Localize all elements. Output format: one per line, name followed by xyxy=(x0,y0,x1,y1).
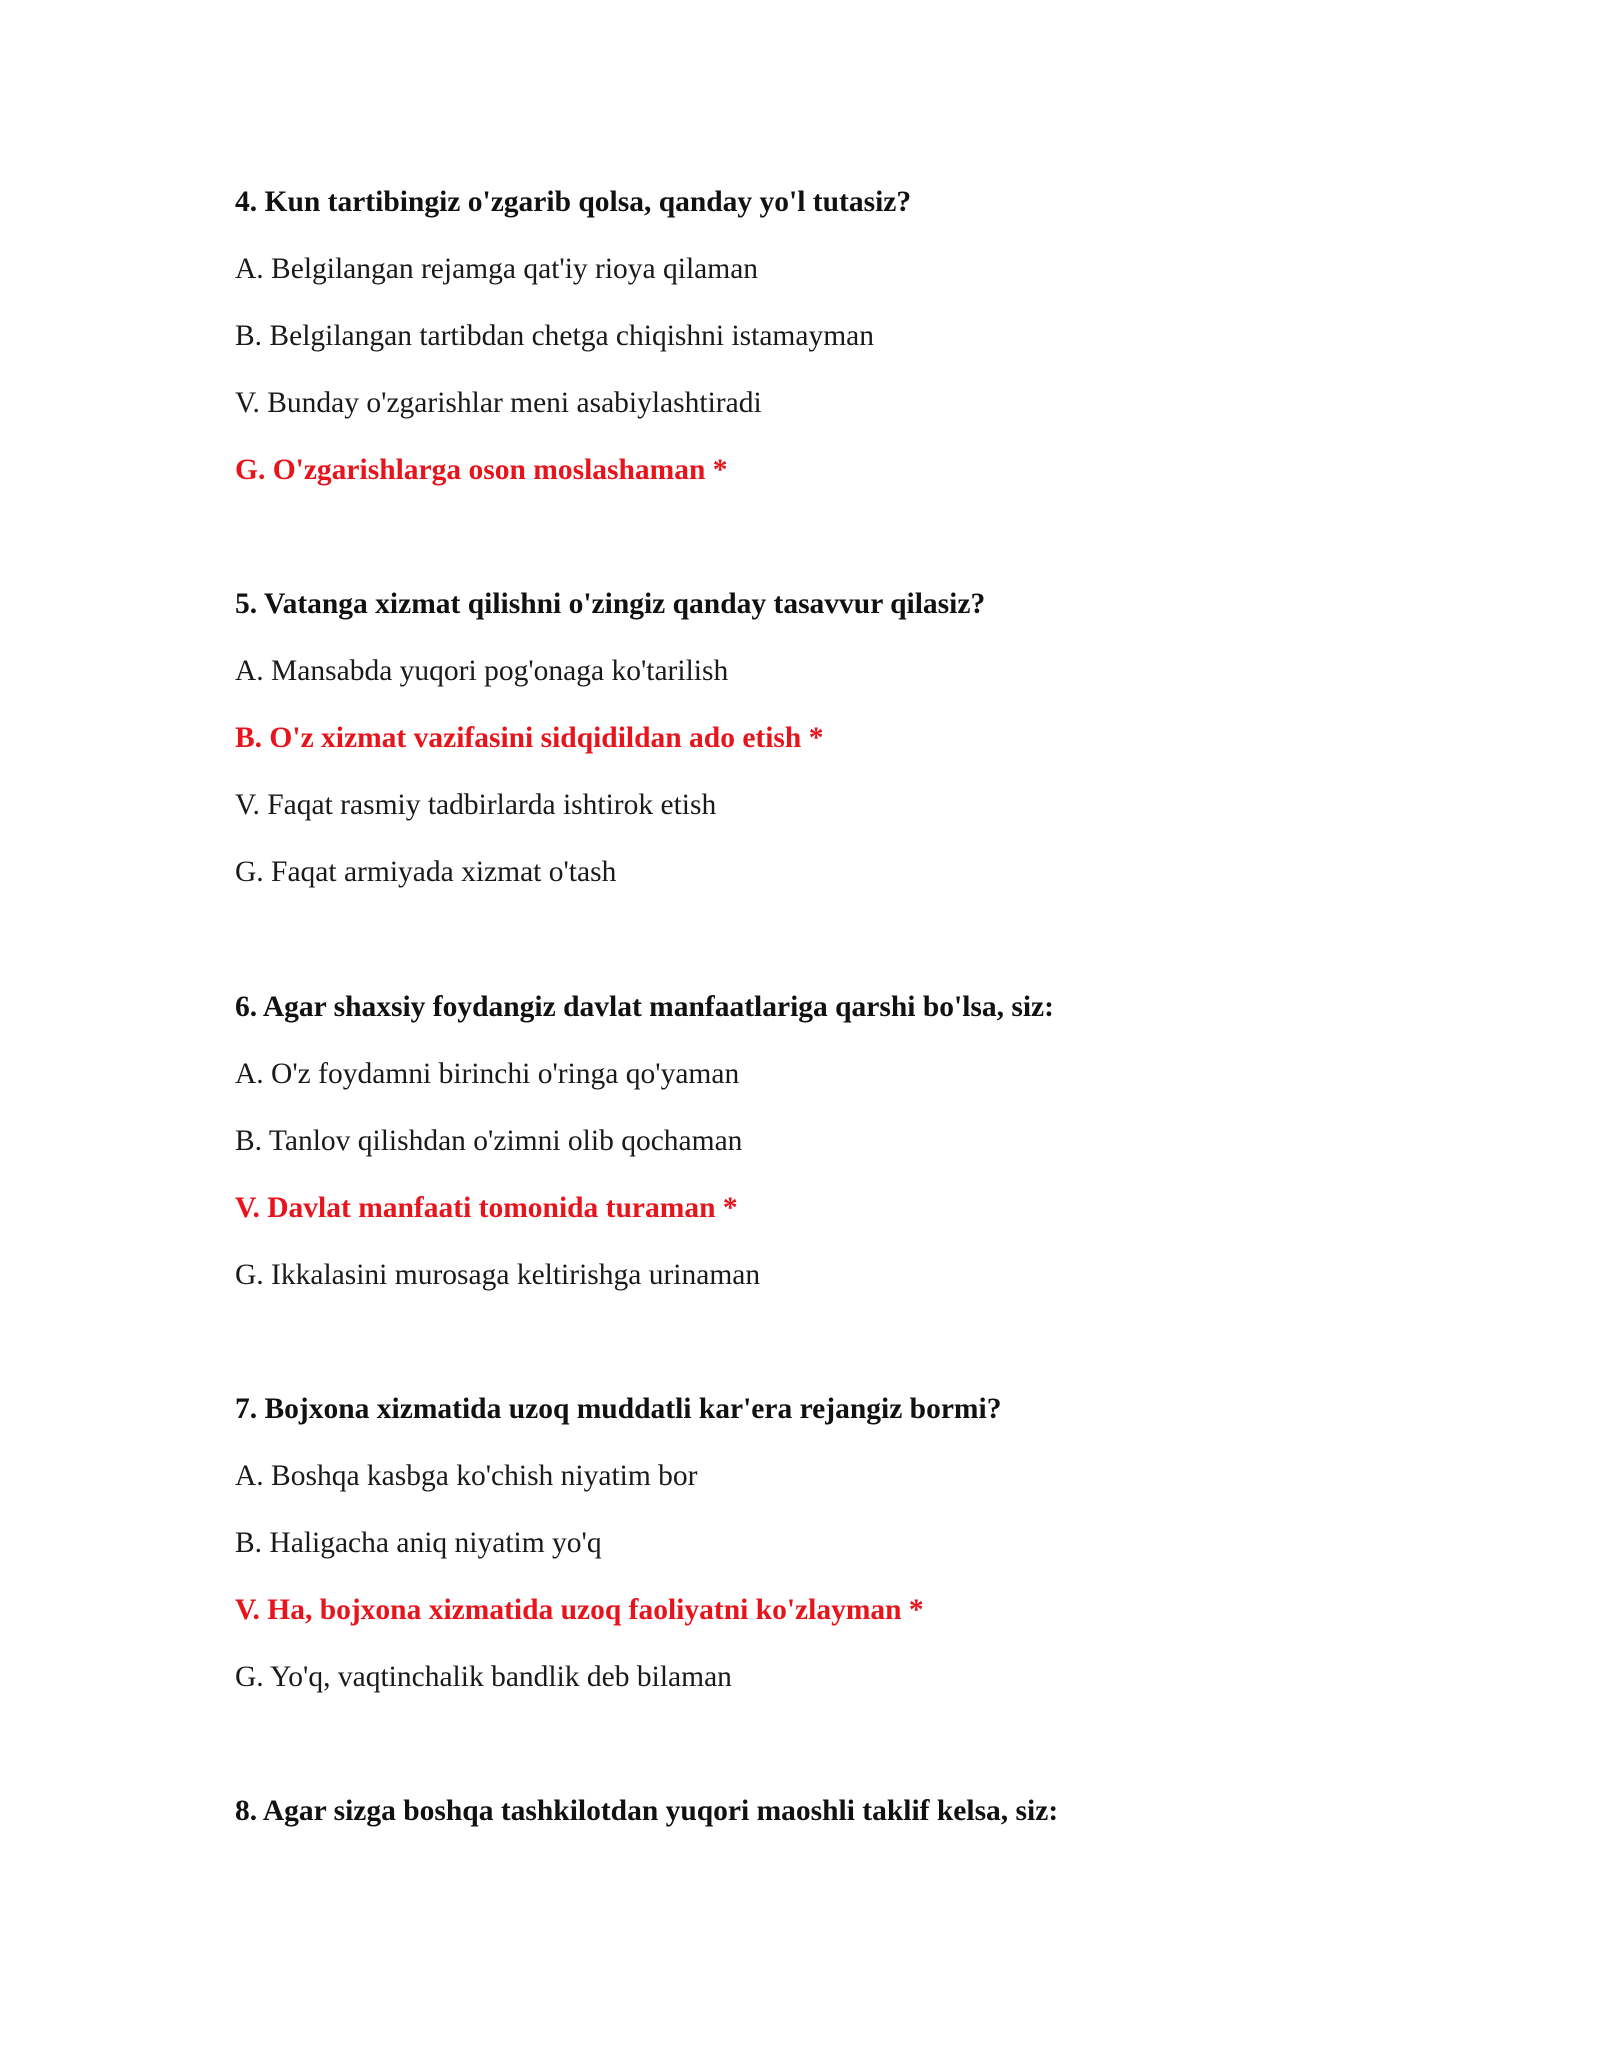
answer-option: G. Yo'q, vaqtinchalik bandlik deb bilaman xyxy=(235,1661,732,1693)
answer-option: B. Belgilangan tartibdan chetga chiqishni istamayman xyxy=(235,320,875,352)
answer-option: B. Haligacha aniq niyatim yo'q xyxy=(235,1527,602,1559)
question-text: 6. Agar shaxsiy foydangiz davlat manfaatlariga qarshi bo'lsa, siz: xyxy=(235,991,1054,1023)
correct-answer-option: B. O'z xizmat vazifasini sidqidildan ado etish * xyxy=(235,722,824,754)
question-text: 4. Kun tartibingiz o'zgarib qolsa, qanday yo'l tutasiz? xyxy=(235,186,912,218)
correct-answer-option: G. O'zgarishlarga oson moslashaman * xyxy=(235,454,728,486)
correct-answer-option: V. Davlat manfaati tomonida turaman * xyxy=(235,1192,738,1224)
question-text: 5. Vatanga xizmat qilishni o'zingiz qanday tasavvur qilasiz? xyxy=(235,588,986,620)
question-text: 8. Agar sizga boshqa tashkilotdan yuqori maoshli taklif kelsa, siz: xyxy=(235,1795,1059,1827)
answer-option: V. Bunday o'zgarishlar meni asabiylashtiradi xyxy=(235,387,762,419)
answer-option: A. Boshqa kasbga ko'chish niyatim bor xyxy=(235,1460,698,1492)
answer-option: V. Faqat rasmiy tadbirlarda ishtirok etish xyxy=(235,789,717,821)
answer-option: G. Ikkalasini murosaga keltirishga urinaman xyxy=(235,1259,761,1291)
answer-option: A. O'z foydamni birinchi o'ringa qo'yaman xyxy=(235,1058,740,1090)
answer-option: B. Tanlov qilishdan o'zimni olib qochaman xyxy=(235,1125,743,1157)
correct-answer-option: V. Ha, bojxona xizmatida uzoq faoliyatni ko'zlayman * xyxy=(235,1594,924,1626)
answer-option: A. Mansabda yuqori pog'onaga ko'tarilish xyxy=(235,655,729,687)
question-text: 7. Bojxona xizmatida uzoq muddatli kar'era rejangiz bormi? xyxy=(235,1393,1002,1425)
answer-option: G. Faqat armiyada xizmat o'tash xyxy=(235,856,617,888)
answer-option: A. Belgilangan rejamga qat'iy rioya qilaman xyxy=(235,253,759,285)
